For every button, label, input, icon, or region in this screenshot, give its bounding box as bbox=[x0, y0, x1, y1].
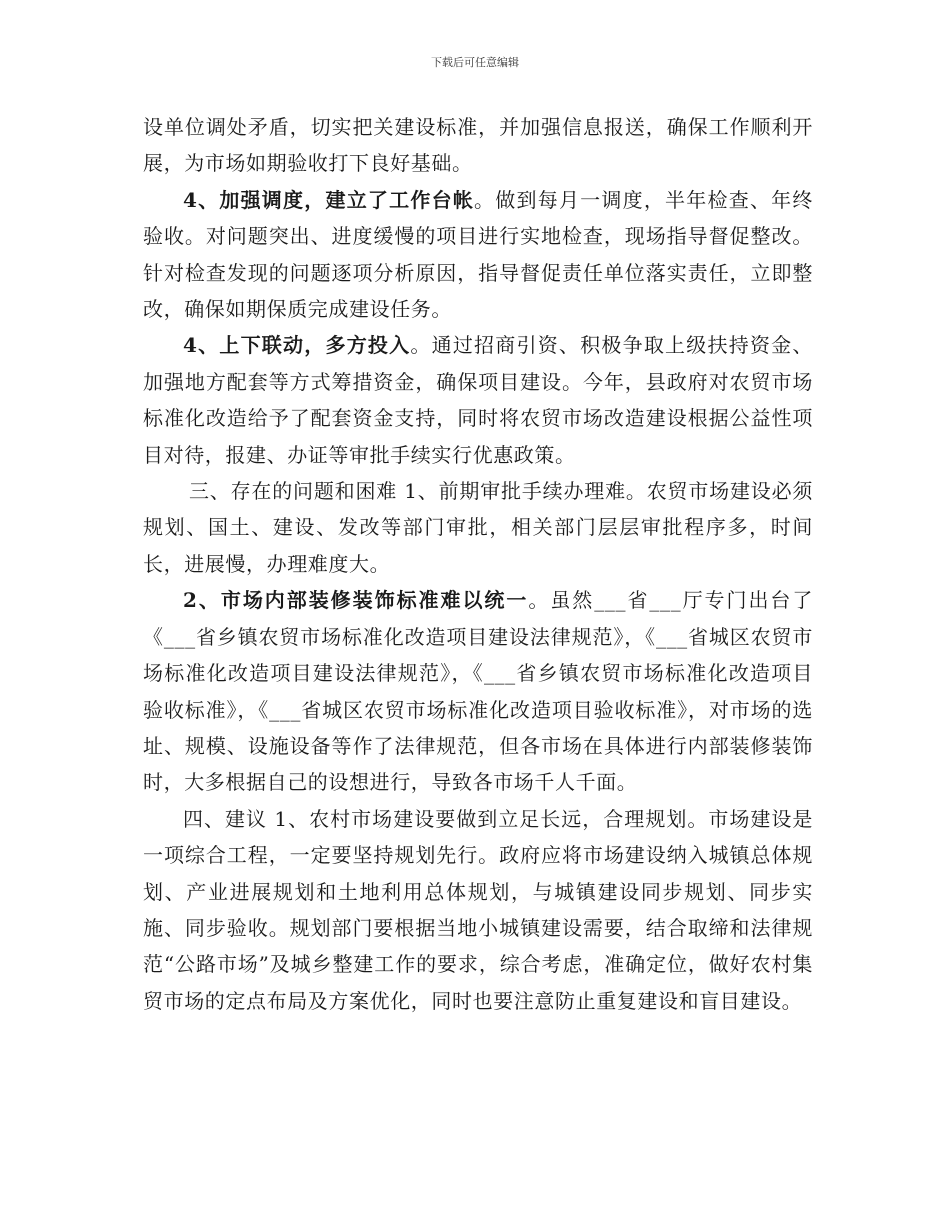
paragraph-problems bbox=[143, 473, 813, 582]
paragraph-text: 。通过招商引资、积极争取上级扶持资金、加强地方配套等方式筹措资金，确保项目建设。今年，县政府对农贸市场标准化改造给予了配套资金支持，同时将农贸市场改造建设根据公益性项目对待，报建、办证等审批手续实行优惠政策。 bbox=[143, 333, 813, 467]
paragraph-suggestions bbox=[143, 801, 813, 1019]
paragraph-decoration-standard bbox=[143, 582, 813, 800]
paragraph-work-ledger bbox=[143, 182, 813, 328]
paragraph-heading: 4、加强调度，建立了工作台帐 bbox=[183, 187, 475, 212]
document-body bbox=[143, 109, 813, 1019]
paragraph-text: 四、建议 1、农村市场建设要做到立足长远，合理规划。市场建设是一项综合工程，一定要坚持规划先行。政府应将市场建设纳入城镇总体规划、产业进展规划和土地利用总体规划，与城镇建设同步规划、同步实施、同步验收。规划部门要根据当地小城镇建设需要，结合取缔和法律规范“公路市场”及城乡整建工作的要求，综合考虑，准确定位，做好农村集贸市场的定点布局及方案优化，同时也要注意防止重复建设和盲目建设。 bbox=[143, 806, 813, 1013]
page-header: 下载后可任意编辑 bbox=[431, 56, 519, 69]
paragraph-text: 设单位调处矛盾，切实把关建设标准，并加强信息报送，确保工作顺利开展，为市场如期验收打下良好基础。 bbox=[143, 115, 813, 176]
paragraph-text: 。虽然___省___厅专门出台了《___省乡镇农贸市场标准化改造项目建设法律规范》，《___省城区农贸市场标准化改造项目建设法律规范》，《___省乡镇农贸市场标准化改造项目验收标准》，《___省城区农贸市场标准化改造项目验收标准》，对市场的选址、规模、设施设备等作了法律规范，但各市场在具体进行内部装修装饰时，大多根据自己的设想进行，导致各市场千人千面。 bbox=[143, 588, 813, 795]
paragraph-heading: 4、上下联动，多方投入 bbox=[183, 333, 411, 358]
paragraph-text: 三、存在的问题和困难 1、前期审批手续办理难。农贸市场建设必须规划、国土、建设、发改等部门审批，相关部门层层审批程序多，时间长，进展慢，办理难度大。 bbox=[143, 479, 813, 576]
paragraph-text: 。做到每月一调度，半年检查、年终验收。对问题突出、进度缓慢的项目进行实地检查，现场指导督促整改。针对检查发现的问题逐项分析原因，指导督促责任单位落实责任，立即整改，确保如期保质完成建设任务。 bbox=[143, 187, 813, 322]
paragraph-heading: 2、市场内部装修装饰标准难以统一 bbox=[183, 588, 529, 613]
paragraph-joint-investment bbox=[143, 327, 813, 473]
paragraph-continuation bbox=[143, 109, 813, 182]
